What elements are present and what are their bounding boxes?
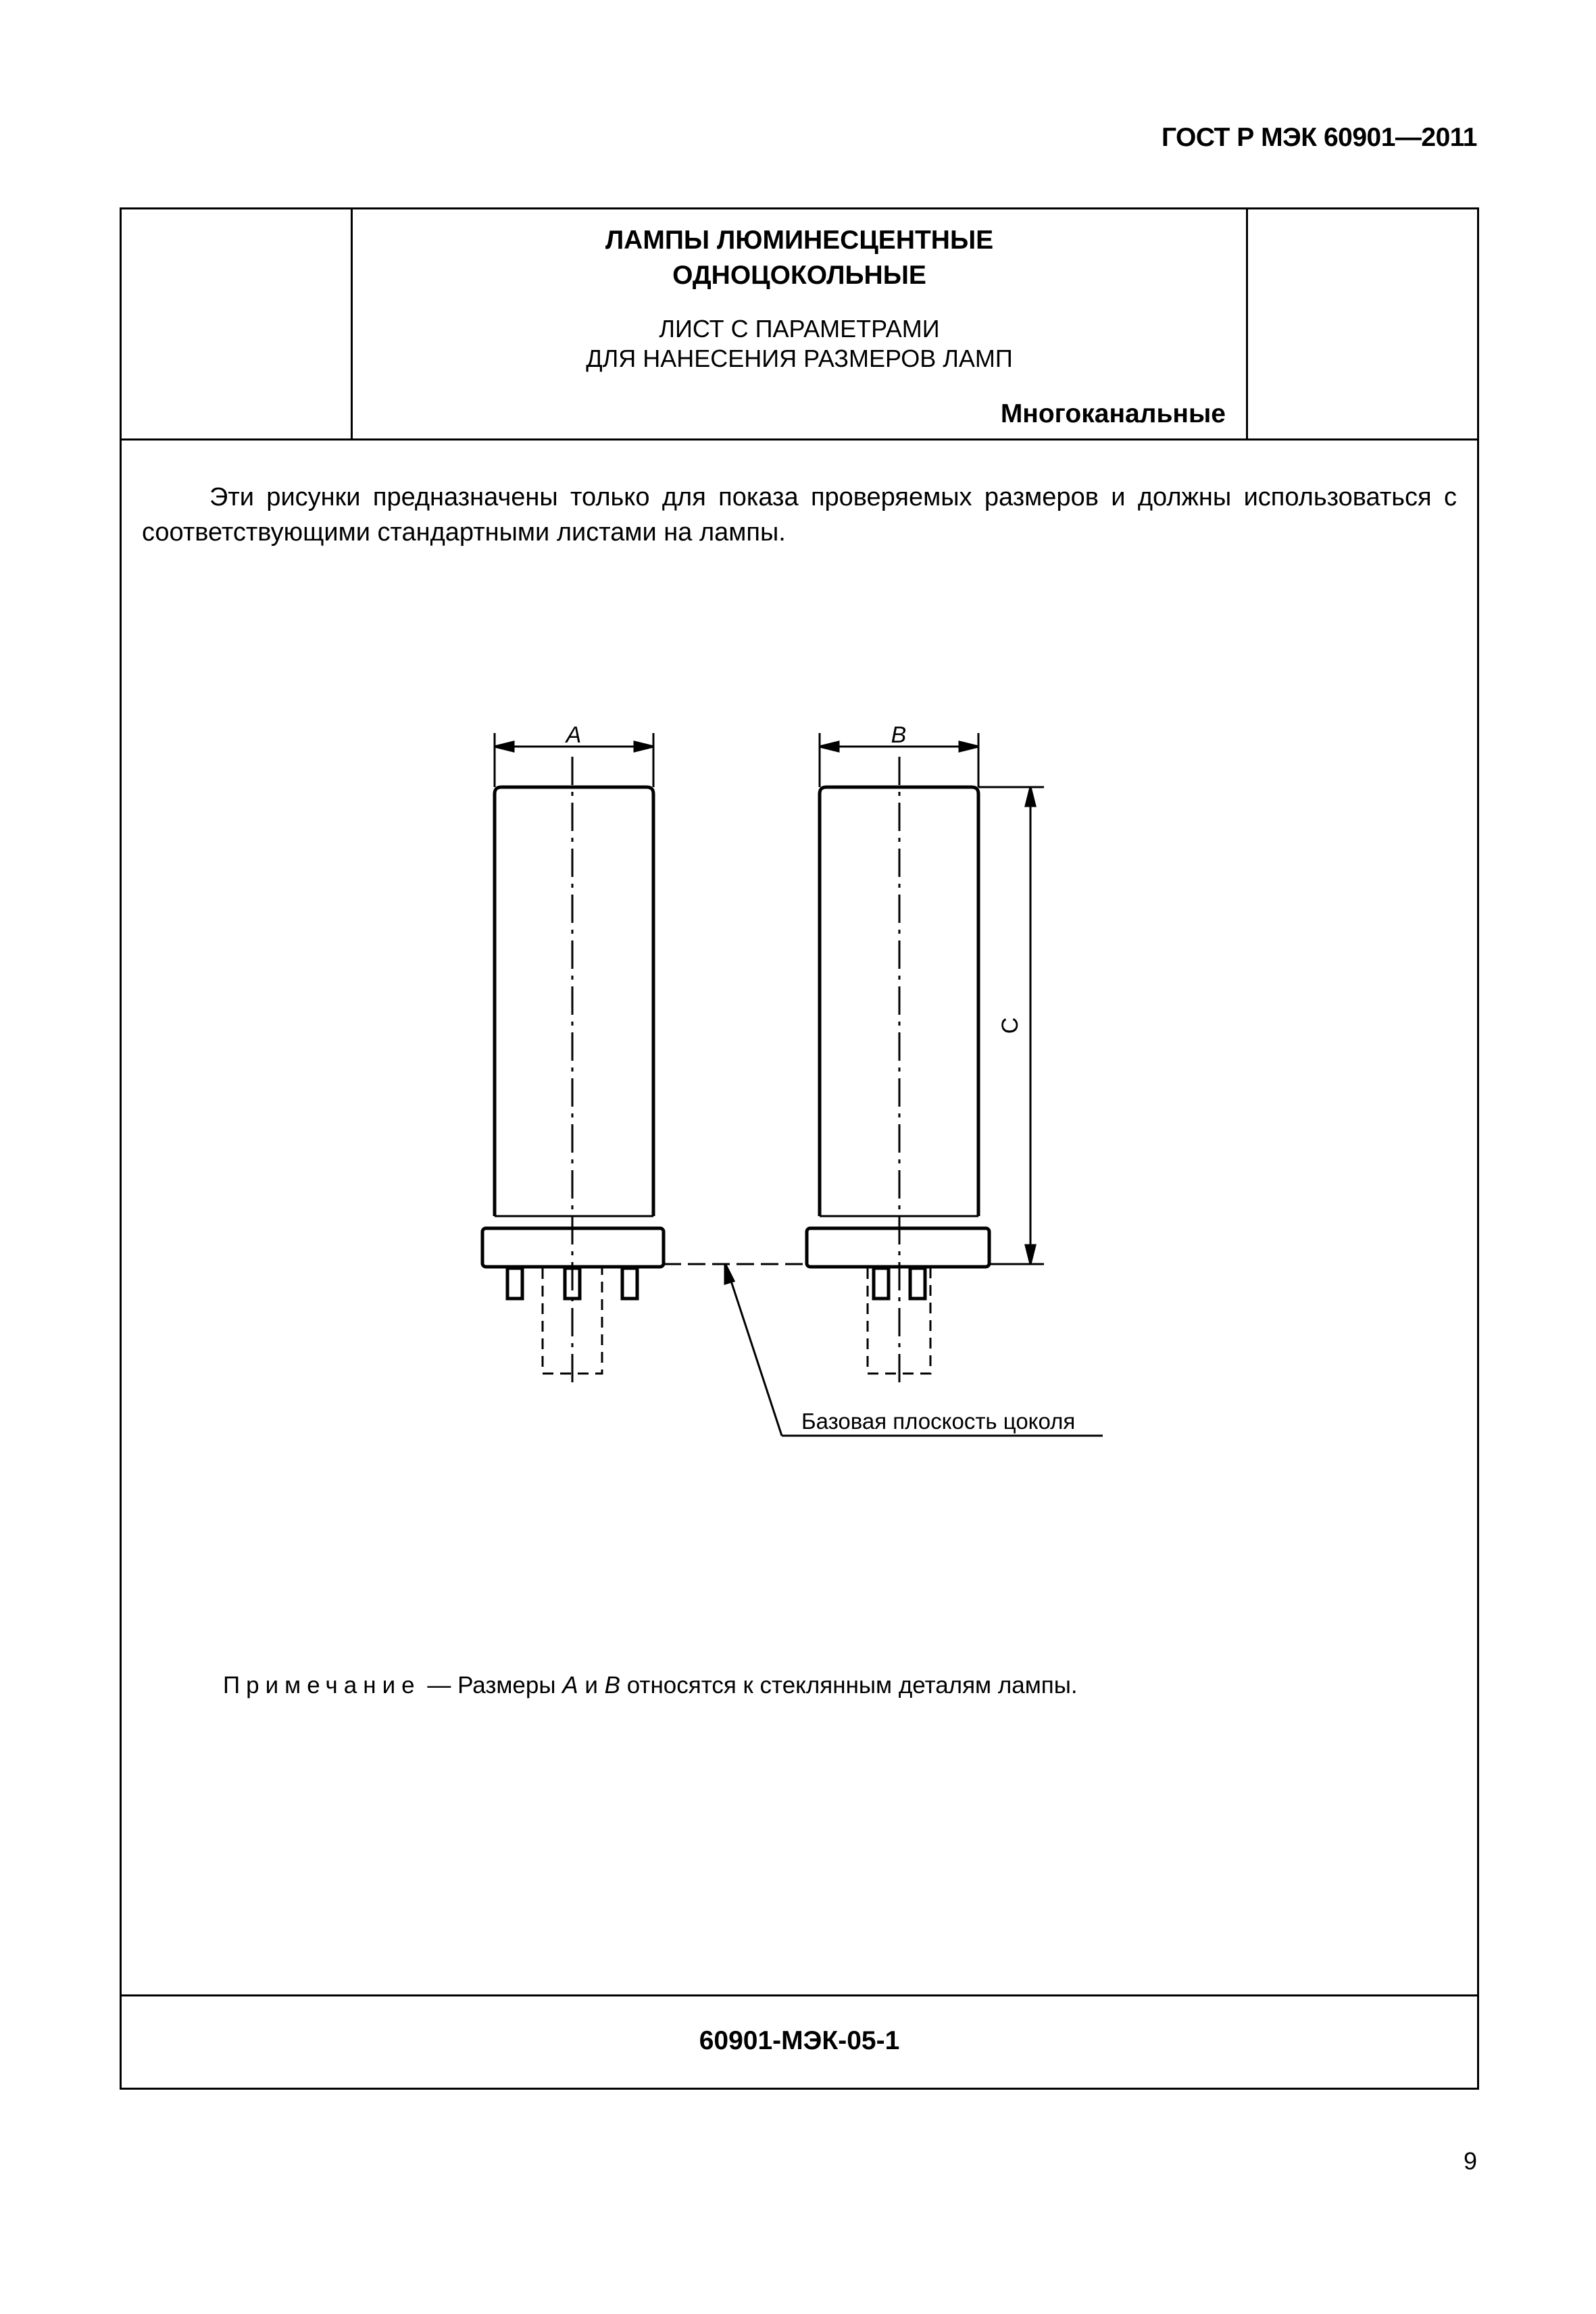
note-dim-b: B — [604, 1672, 620, 1699]
lamp-type-label: Многоканальные — [1000, 399, 1226, 428]
sheet-subtitle-line2: ДЛЯ НАНЕСЕНИЯ РАЗМЕРОВ ЛАМП — [586, 345, 1013, 372]
note-text-before: Размеры — [457, 1672, 556, 1699]
note-dash: — — [427, 1672, 451, 1699]
data-sheet-frame — [120, 207, 1479, 2090]
sheet-title-line2: ОДНОЦОКОЛЬНЫЕ — [672, 261, 926, 290]
note-label: Примечание — [223, 1672, 421, 1699]
intro-text: Эти рисунки предназначены только для показа проверяемых размеров и должны использоваться с соответствующими стандартными листами на лампы. — [142, 483, 1457, 547]
document-standard-id: ГОСТ Р МЭК 60901—2011 — [1161, 123, 1477, 152]
note — [223, 1672, 1078, 1699]
lamp-dimension-drawing — [122, 209, 1477, 2088]
note-conj: и — [584, 1672, 598, 1699]
base-plane-callout: Базовая плоскость цоколя — [801, 1409, 1076, 1434]
sheet-subtitle-line1: ЛИСТ С ПАРАМЕТРАМИ — [659, 315, 940, 343]
sheet-title-line1: ЛАМПЫ ЛЮМИНЕСЦЕНТНЫЕ — [605, 226, 994, 255]
page-number: 9 — [1463, 2147, 1477, 2175]
sheet-code: 60901-МЭК-05-1 — [699, 2026, 900, 2055]
footer-row — [122, 1994, 1477, 2088]
dimension-a-label: A — [566, 722, 582, 748]
dimension-c-label: C — [997, 1017, 1023, 1034]
note-text-after: относятся к стеклянным деталям лампы. — [626, 1672, 1078, 1699]
note-dim-a: A — [562, 1672, 578, 1699]
lamp-b-outline — [807, 787, 989, 1299]
dimension-b-label: B — [891, 722, 907, 748]
